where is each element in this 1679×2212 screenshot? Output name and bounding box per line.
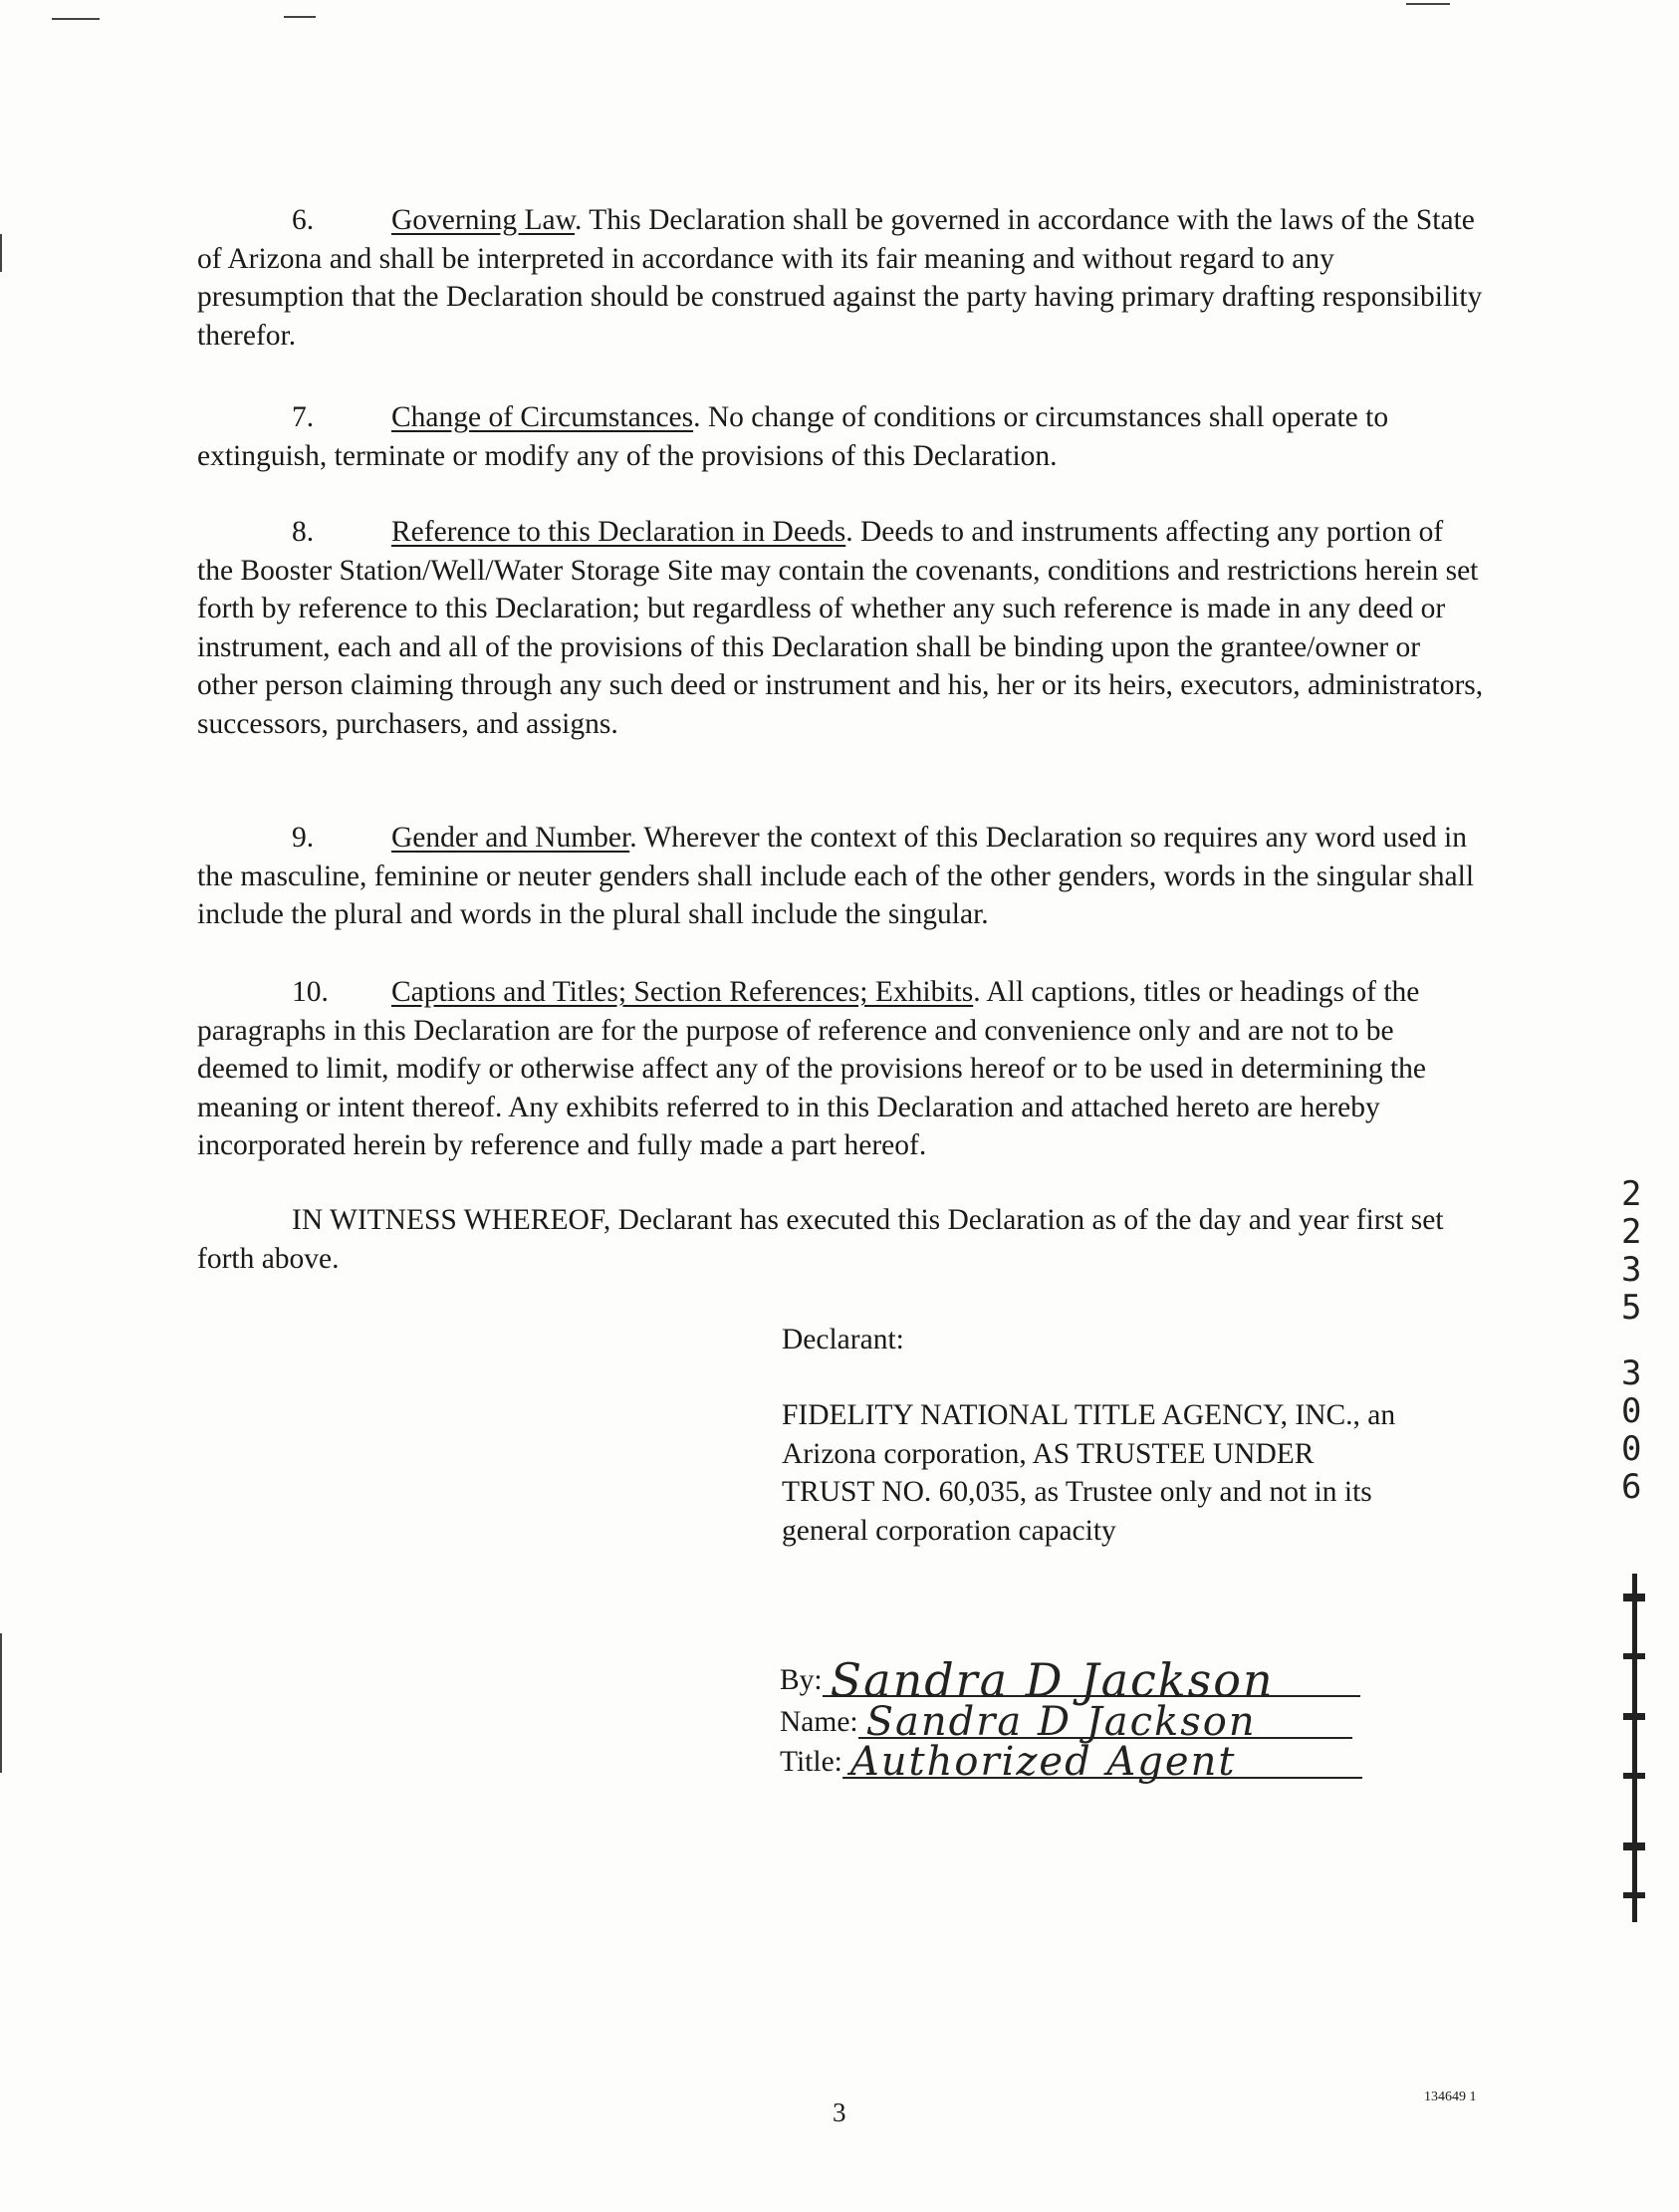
name-field [858, 1699, 1352, 1745]
paragraph-heading: Governing Law [391, 204, 576, 236]
declarant-label: Declarant: [782, 1324, 904, 1355]
title-label: Title: [780, 1746, 842, 1778]
paragraph-governing-law [197, 201, 1484, 355]
signature-by-line [780, 1653, 1360, 1707]
declarant-entity-line: Arizona corporation, AS TRUSTEE UNDER [782, 1437, 1315, 1470]
recording-barcode-mark [1615, 1574, 1655, 1922]
paragraph-heading: Gender and Number [391, 822, 630, 854]
paragraph-text: . Deeds to and instruments affecting any portion of the Booster Station/Well/Water Storage Site may contain the covenants, conditions and restrictions herein set forth by reference to this Declaration; but regardless of whether any such reference is made in any deed or instrument, each and all of the provisions of this Declaration shall be binding upon the grantee/owner or other person claiming through any such deed or instrument and his, her or its heirs, executors, administrators, successors, purchasers, and assigns. [197, 516, 1484, 740]
paragraph-change-of-circumstances [197, 398, 1484, 475]
name-label: Name: [780, 1706, 858, 1738]
paragraph-number: 10. [292, 976, 329, 1008]
page-number: 3 [833, 2097, 846, 2127]
paragraph-heading: Change of Circumstances [391, 401, 694, 433]
witness-text: IN WITNESS WHEREOF, Declarant has executed this Declaration as of the day and year first set forth above. [197, 1204, 1444, 1275]
handwritten-name: Sandra D Jackson [865, 1699, 1257, 1745]
paragraph-gender-and-number [197, 819, 1484, 934]
paragraph-number: 9. [292, 822, 315, 854]
scan-mark [284, 16, 316, 18]
stamp-digit: 2 [1621, 1212, 1642, 1252]
paragraph-text: . Wherever the context of this Declaration so requires any word used in the masculine, feminine or neuter genders shall include each of the other genders, words in the singular shall include the plural and words in the plural shall include the singular. [197, 822, 1475, 930]
witness-clause [197, 1201, 1484, 1278]
paragraph-number: 6. [292, 204, 315, 236]
stamp-digit: 0 [1621, 1391, 1642, 1431]
scan-mark [52, 18, 100, 20]
declarant-entity-line: FIDELITY NATIONAL TITLE AGENCY, INC., an [782, 1399, 1396, 1431]
stamp-digit: 0 [1621, 1429, 1642, 1469]
paragraph-text: . No change of conditions or circumstances shall operate to extinguish, terminate or modify any of the provisions of this Declaration. [197, 401, 1389, 472]
paragraph-number: 7. [292, 401, 315, 433]
document-code: 134649 1 [1424, 2089, 1477, 2104]
stamp-digit: 3 [1621, 1353, 1642, 1393]
declarant-entity-line: general corporation capacity [782, 1514, 1116, 1547]
stamp-digit: 5 [1621, 1288, 1642, 1328]
scan-mark [0, 1633, 2, 1773]
handwritten-title: Authorized Agent [849, 1739, 1237, 1785]
declarant-entity [782, 1396, 1395, 1550]
scan-mark [1406, 3, 1450, 5]
title-field [842, 1739, 1362, 1785]
paragraph-text: . All captions, titles or headings of the paragraphs in this Declaration are for the purpose of reference and convenience only and are not to be deemed to limit, modify or otherwise affect any of the provisions hereof or to be used in determining the meaning or intent thereof. Any exhibits referred to in this Declaration and attached hereto are hereby incorporated herein by reference and fully made a part hereof. [197, 976, 1427, 1161]
scan-mark [0, 234, 2, 272]
signature-name-line [780, 1699, 1352, 1745]
paragraph-captions-and-titles [197, 973, 1484, 1165]
stamp-digit: 3 [1621, 1250, 1642, 1290]
handwritten-signature: Sandra D Jackson [830, 1653, 1275, 1707]
signature-title-line [780, 1739, 1362, 1785]
paragraph-reference-in-deeds [197, 513, 1484, 743]
recording-number-stamp [1621, 1175, 1641, 1506]
paragraph-number: 8. [292, 516, 315, 548]
by-signature-field [823, 1653, 1360, 1707]
declarant-entity-line: TRUST NO. 60,035, as Trustee only and not in its [782, 1476, 1372, 1508]
paragraph-text: . This Declaration shall be governed in accordance with the laws of the State of Arizona and shall be interpreted in accordance with its fair meaning and without regard to any presumption that the Declaration should be construed against the party having primary drafting responsibility therefor. [197, 204, 1483, 352]
by-label: By: [780, 1664, 823, 1696]
paragraph-heading: Reference to this Declaration in Deeds [391, 516, 846, 548]
stamp-digit: 6 [1621, 1467, 1642, 1507]
paragraph-heading: Captions and Titles; Section References; Exhibits [391, 976, 974, 1008]
stamp-digit: 2 [1621, 1174, 1642, 1214]
